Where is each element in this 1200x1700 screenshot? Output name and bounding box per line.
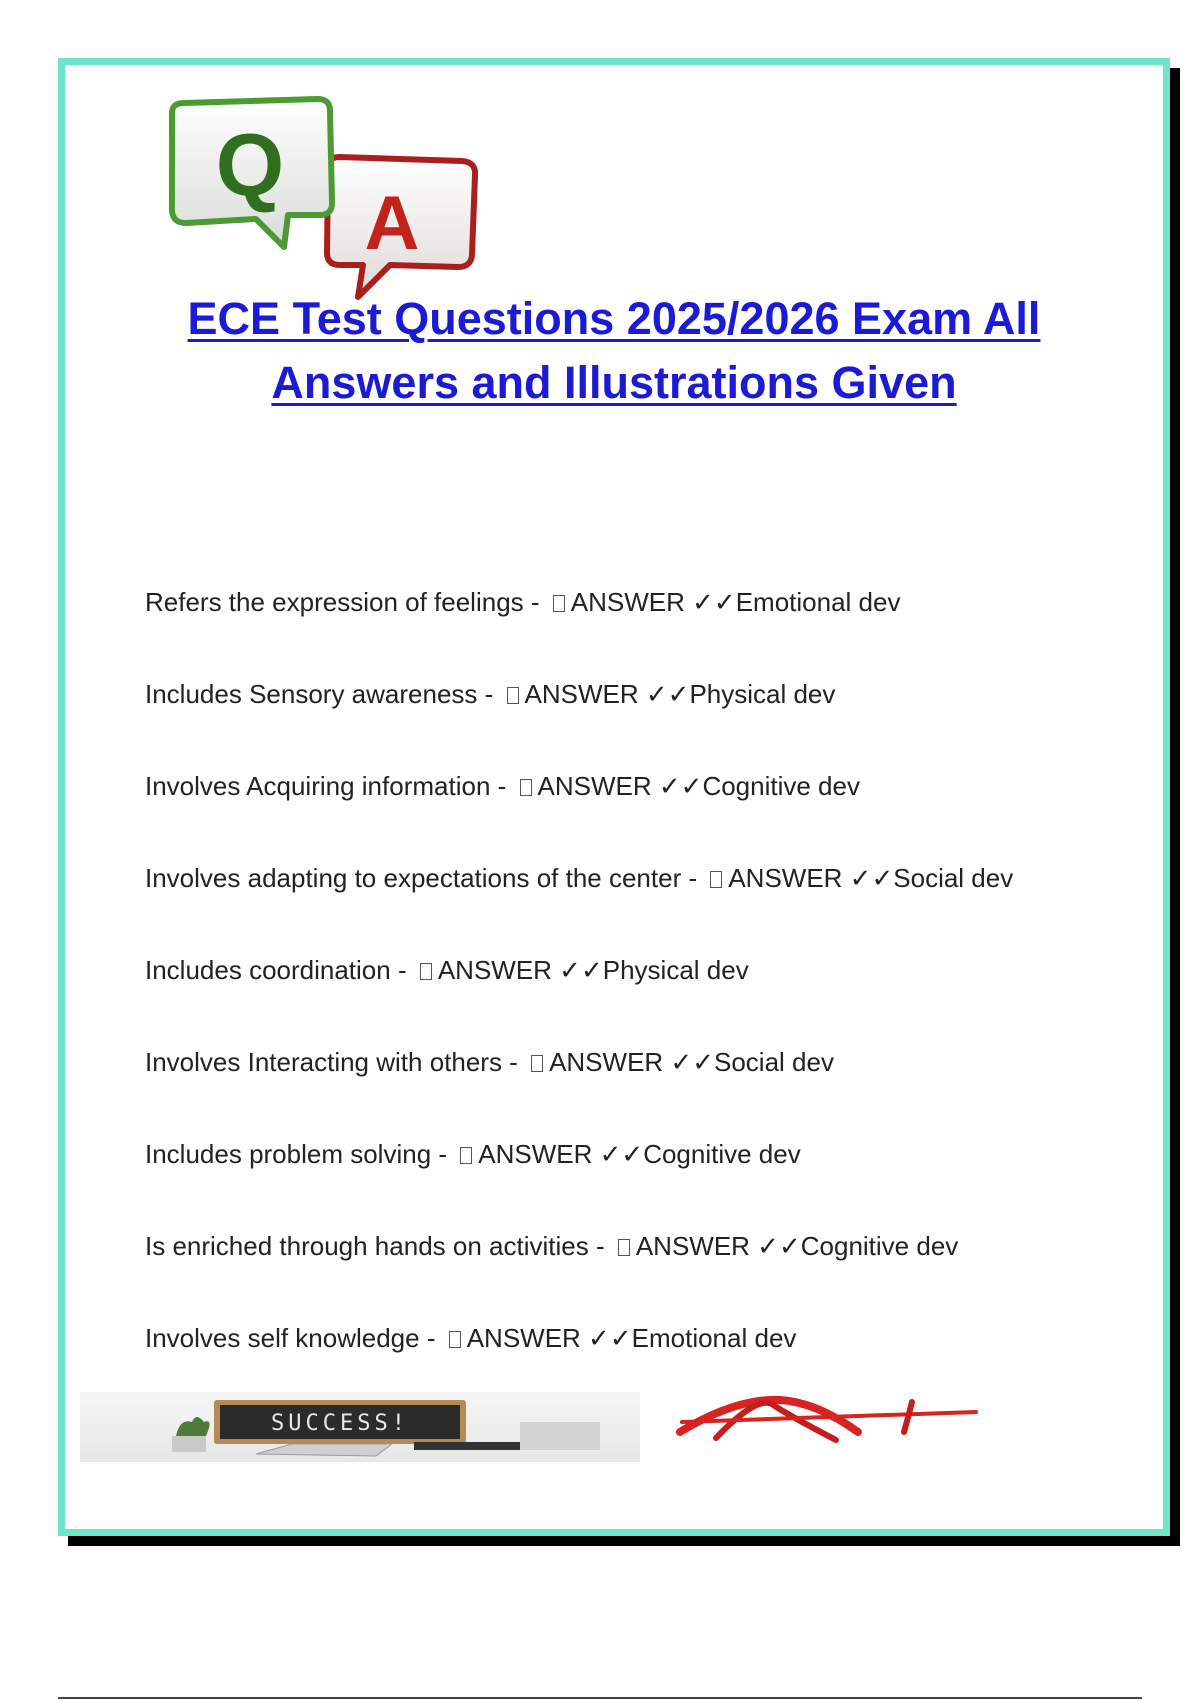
question-text: Involves self knowledge -: [145, 1323, 443, 1353]
qa-list: [145, 585, 1145, 1413]
missing-glyph-icon: [520, 779, 532, 796]
qa-item: [145, 861, 1145, 953]
qa-item: [145, 769, 1145, 861]
answer-prefix: ANSWER ✓✓: [466, 1323, 632, 1353]
question-text: Includes problem solving -: [145, 1139, 455, 1169]
missing-glyph-icon: [507, 687, 519, 704]
missing-glyph-icon: [553, 595, 565, 612]
missing-glyph-icon: [710, 871, 722, 888]
q-speech-bubble: [172, 99, 332, 247]
missing-glyph-icon: [531, 1055, 543, 1072]
answer-prefix: ANSWER ✓✓: [549, 1047, 714, 1077]
question-text: Involves Interacting with others -: [145, 1047, 526, 1077]
missing-glyph-icon: [449, 1331, 461, 1348]
grade-mark-text: A+: [676, 1390, 678, 1391]
title-line-1: ECE Test Questions 2025/2026 Exam All: [187, 293, 1041, 344]
plant-icon: [172, 1417, 210, 1452]
answer-prefix: ANSWER ✓✓: [728, 863, 894, 893]
answer-text: Cognitive dev: [643, 1139, 801, 1169]
answer-prefix: ANSWER ✓✓: [635, 1231, 801, 1261]
missing-glyph-icon: [460, 1147, 472, 1164]
qa-item: [145, 677, 1145, 769]
success-banner-image: [80, 1392, 640, 1462]
answer-text: Cognitive dev: [702, 771, 860, 801]
success-sign-text: SUCCESS!: [271, 1411, 409, 1436]
logo-letter-q: Q: [215, 115, 285, 214]
success-banner-art: [80, 1392, 640, 1462]
answer-text: Social dev: [713, 1047, 834, 1077]
answer-prefix: ANSWER ✓✓: [570, 587, 736, 617]
question-text: Includes Sensory awareness -: [145, 679, 501, 709]
qa-item: [145, 585, 1145, 677]
qa-item: [145, 1229, 1145, 1321]
missing-glyph-icon: [420, 963, 432, 980]
qa-item: [145, 1137, 1145, 1229]
answer-text: Social dev: [893, 863, 1014, 893]
a-speech-bubble: [327, 157, 475, 297]
logo-letter-a: A: [364, 181, 420, 266]
document-title: [105, 287, 1123, 415]
qa-logo: [160, 95, 510, 315]
title-line-2: Answers and Illustrations Given: [271, 357, 957, 408]
page-frame: [58, 58, 1170, 1536]
answer-text: Cognitive dev: [800, 1231, 959, 1261]
a-plus-grade-mark: [676, 1390, 996, 1460]
qa-item: [145, 953, 1145, 1045]
answer-prefix: ANSWER ✓✓: [537, 771, 703, 801]
question-text: Includes coordination -: [145, 955, 414, 985]
answer-text: Physical dev: [689, 679, 836, 709]
question-text: Involves Acquiring information -: [145, 771, 514, 801]
chalkboard-sign: [214, 1400, 466, 1444]
answer-prefix: ANSWER ✓✓: [478, 1139, 644, 1169]
qa-item: [145, 1045, 1145, 1137]
answer-prefix: ANSWER ✓✓: [437, 955, 603, 985]
question-text: Involves adapting to expectations of the center -: [145, 863, 705, 893]
answer-text: Physical dev: [602, 955, 749, 985]
page-bottom-rule: [58, 1697, 1142, 1699]
answer-text: Emotional dev: [631, 1323, 797, 1353]
question-text: Is enriched through hands on activities -: [145, 1231, 612, 1261]
question-text: Refers the expression of feelings -: [145, 587, 547, 617]
answer-text: Emotional dev: [735, 587, 901, 617]
answer-prefix: ANSWER ✓✓: [524, 679, 690, 709]
missing-glyph-icon: [618, 1239, 630, 1256]
